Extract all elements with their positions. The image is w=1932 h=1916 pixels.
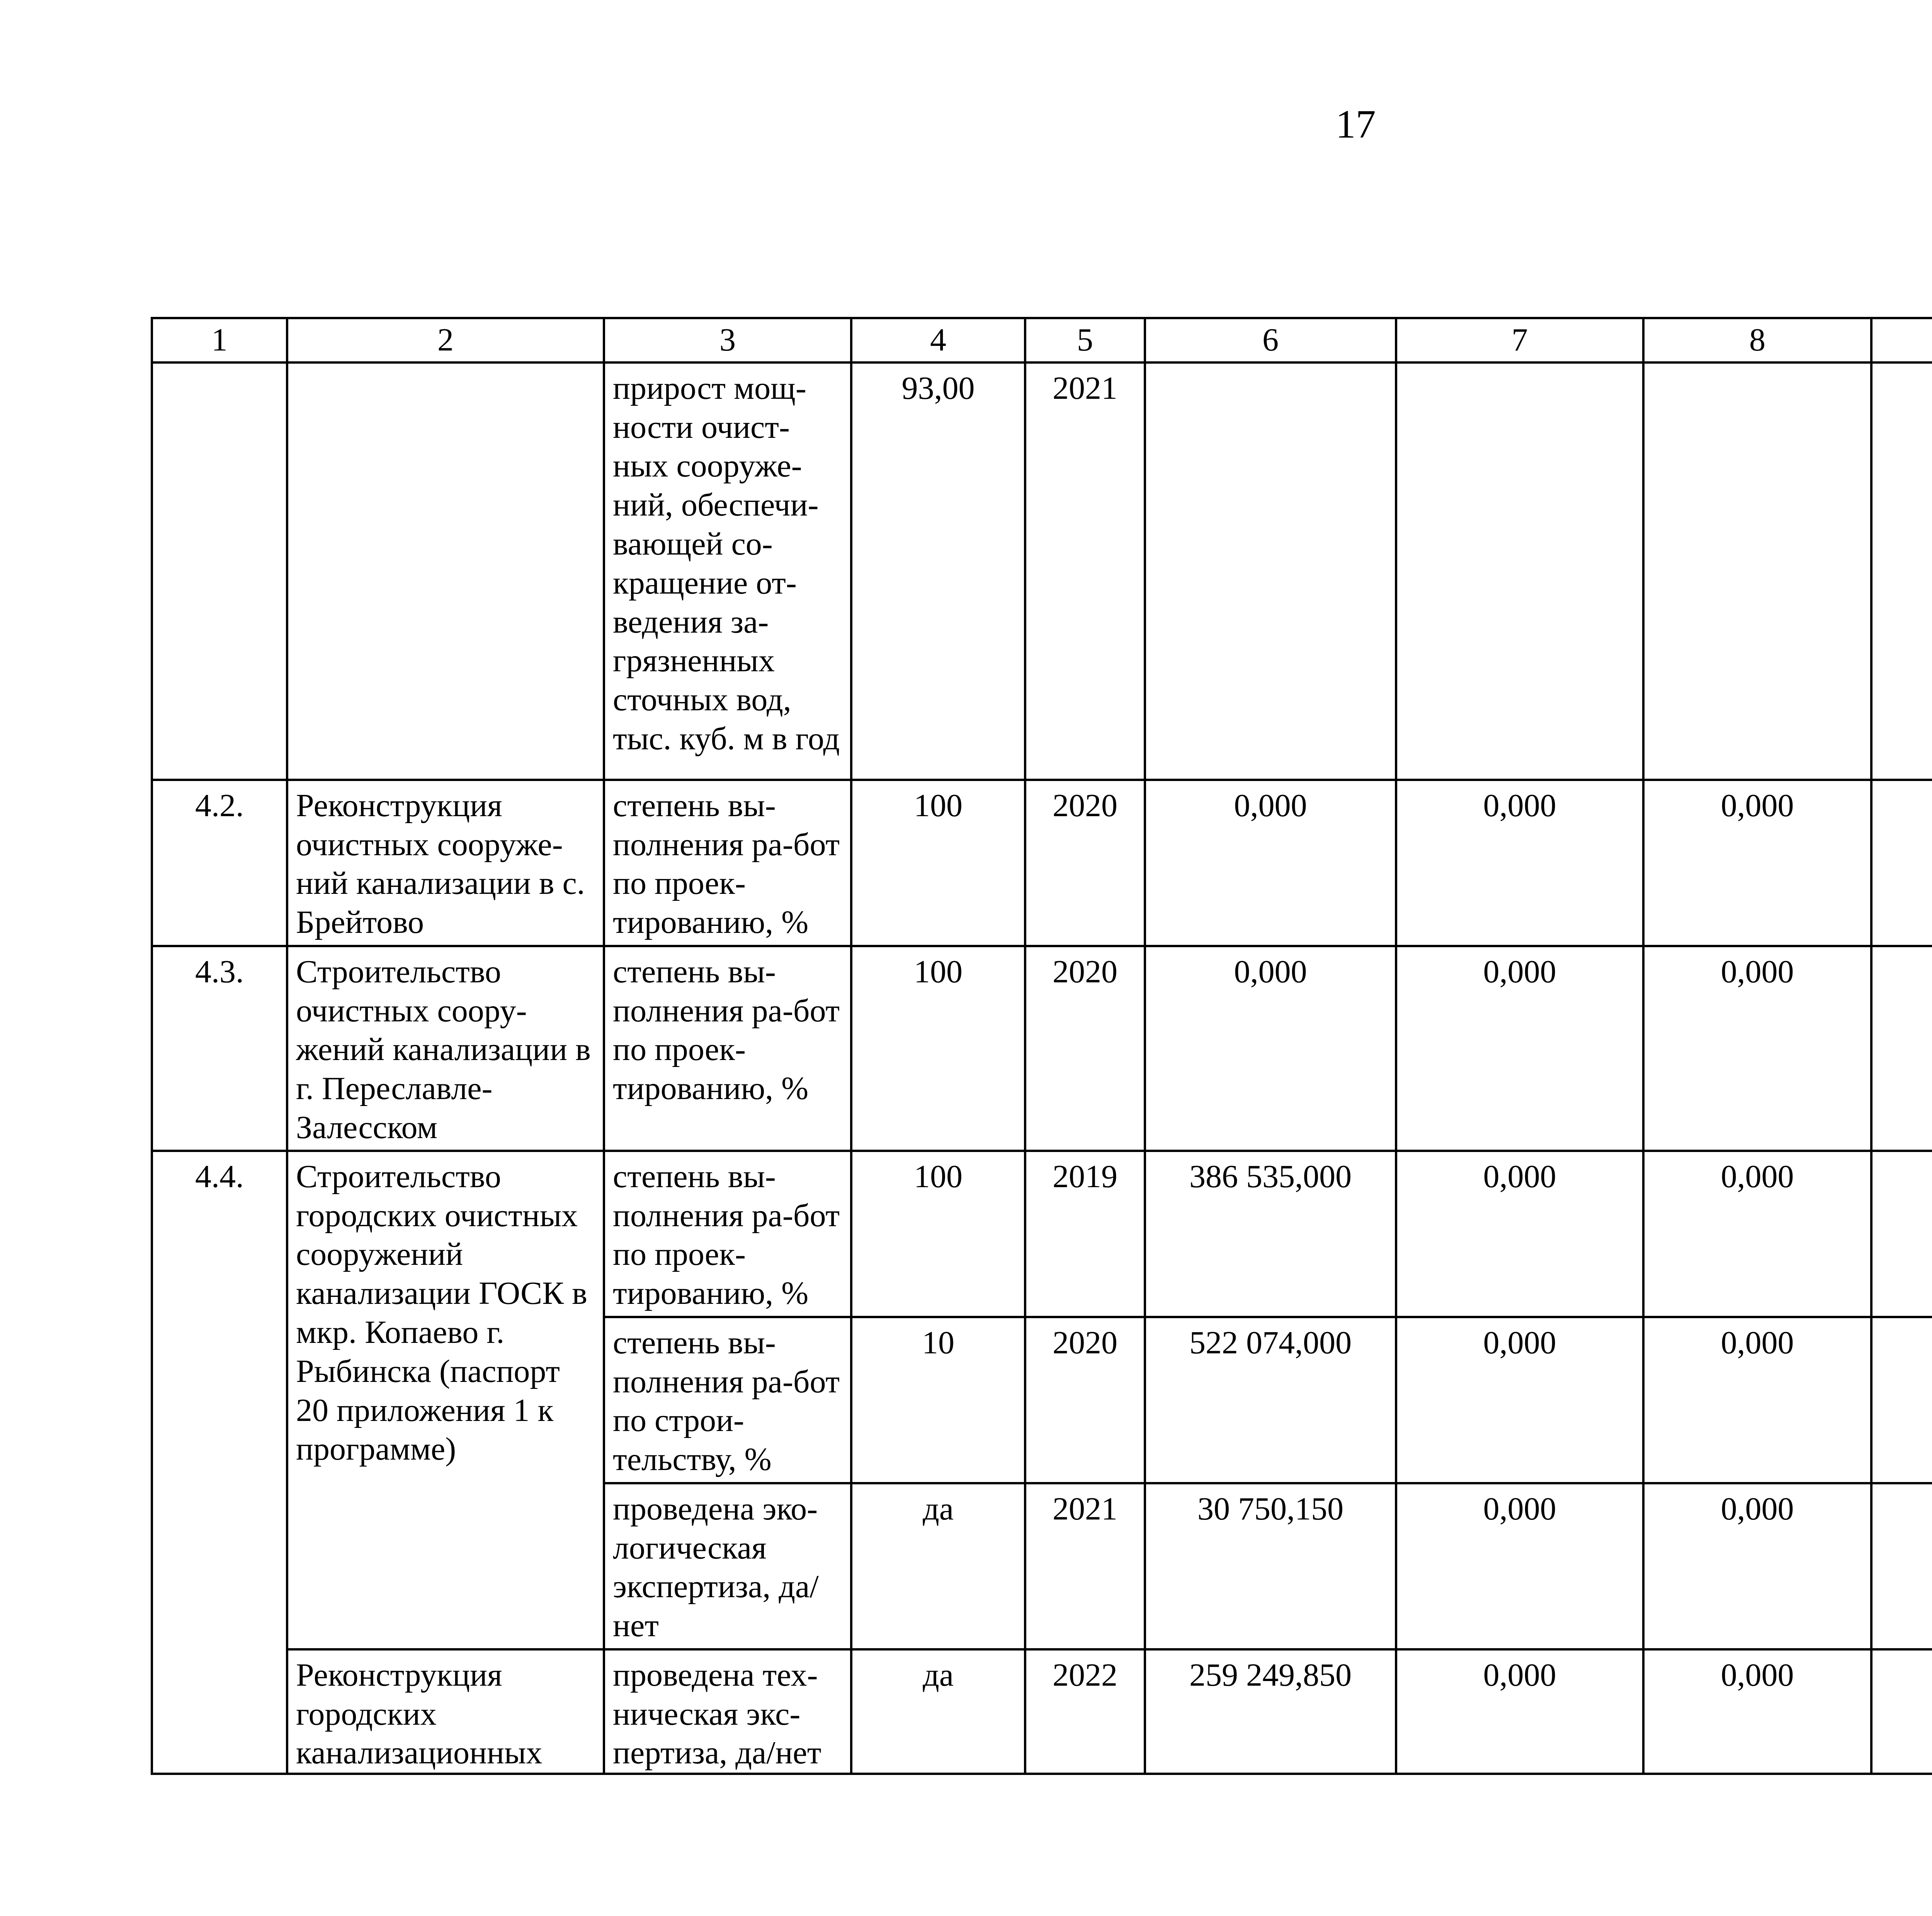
measure-name: Строительство очистных соору-жений канализации в г. Переславле-Залесском [287, 946, 604, 1151]
amount-col7: 0,000 [1396, 946, 1643, 1151]
indicator-name: степень вы-полнения ра-бот по проек-тированию, % [604, 780, 851, 946]
indicator-name: проведена тех-ническая экс-пертиза, да/нет [604, 1649, 851, 1774]
column-number: 6 [1145, 318, 1396, 362]
program-table [151, 317, 1932, 1775]
table-row [152, 780, 1932, 946]
amount-col8 [1643, 362, 1871, 780]
column-numbers-row [152, 318, 1932, 362]
amount-col9 [1871, 946, 1932, 1151]
column-number: 8 [1643, 318, 1871, 362]
table-row [152, 362, 1932, 780]
table-row [152, 1151, 1932, 1317]
table-row [152, 1649, 1932, 1774]
indicator-year: 2021 [1025, 362, 1145, 780]
amount-col9 [1871, 780, 1932, 946]
indicator-value: да [851, 1649, 1025, 1774]
amount-total: 259 249,850 [1145, 1649, 1396, 1774]
amount-col8: 0,000 [1643, 1649, 1871, 1774]
measure-name: Реконструкция городских канализационных [287, 1649, 604, 1774]
indicator-year: 2021 [1025, 1483, 1145, 1649]
row-number [152, 362, 287, 780]
column-number: 4 [851, 318, 1025, 362]
column-number: 5 [1025, 318, 1145, 362]
indicator-year: 2020 [1025, 1317, 1145, 1483]
table-row [152, 946, 1932, 1151]
indicator-year: 2019 [1025, 1151, 1145, 1317]
amount-col8: 0,000 [1643, 1317, 1871, 1483]
amount-col7: 0,000 [1396, 780, 1643, 946]
amount-col7 [1396, 362, 1643, 780]
indicator-year: 2022 [1025, 1649, 1145, 1774]
column-number: 3 [604, 318, 851, 362]
amount-col9 [1871, 362, 1932, 780]
indicator-value: 100 [851, 780, 1025, 946]
amount-col7: 0,000 [1396, 1649, 1643, 1774]
amount-col8: 0,000 [1643, 780, 1871, 946]
amount-col7: 0,000 [1396, 1151, 1643, 1317]
indicator-name: проведена эко-логическая экспертиза, да/нет [604, 1483, 851, 1649]
indicator-name: степень вы-полнения ра-бот по проек-тированию, % [604, 1151, 851, 1317]
indicator-value: да [851, 1483, 1025, 1649]
indicator-value: 10 [851, 1317, 1025, 1483]
indicator-year: 2020 [1025, 946, 1145, 1151]
amount-total: 0,000 [1145, 780, 1396, 946]
indicator-name: степень вы-полнения ра-бот по строи-тельству, % [604, 1317, 851, 1483]
indicator-value: 93,00 [851, 362, 1025, 780]
row-number: 4.2. [152, 780, 287, 946]
amount-total: 30 750,150 [1145, 1483, 1396, 1649]
indicator-year: 2020 [1025, 780, 1145, 946]
page-number: 17 [1335, 102, 1376, 146]
amount-col9 [1871, 1151, 1932, 1317]
amount-total: 386 535,000 [1145, 1151, 1396, 1317]
indicator-value: 100 [851, 946, 1025, 1151]
amount-total: 522 074,000 [1145, 1317, 1396, 1483]
amount-col9 [1871, 1317, 1932, 1483]
column-number [1871, 318, 1932, 362]
amount-col9 [1871, 1483, 1932, 1649]
measure-name: Строительство городских очистных сооружений канализации ГОСК в мкр. Копаево г. Рыбинска (паспорт 20 приложения 1 к программе) [287, 1151, 604, 1649]
column-number: 2 [287, 318, 604, 362]
amount-total: 0,000 [1145, 946, 1396, 1151]
indicator-value: 100 [851, 1151, 1025, 1317]
amount-col8: 0,000 [1643, 946, 1871, 1151]
column-number: 7 [1396, 318, 1643, 362]
row-number: 4.3. [152, 946, 287, 1151]
indicator-name: степень вы-полнения ра-бот по проек-тированию, % [604, 946, 851, 1151]
amount-col7: 0,000 [1396, 1317, 1643, 1483]
column-number: 1 [152, 318, 287, 362]
measure-name: Реконструкция очистных сооруже-ний канализации в с. Брейтово [287, 780, 604, 946]
amount-col9 [1871, 1649, 1932, 1774]
amount-col8: 0,000 [1643, 1483, 1871, 1649]
amount-col7: 0,000 [1396, 1483, 1643, 1649]
amount-col8: 0,000 [1643, 1151, 1871, 1317]
amount-total [1145, 362, 1396, 780]
row-number: 4.4. [152, 1151, 287, 1774]
indicator-name: прирост мощ-ности очист-ных сооруже-ний, обеспечи-вающей со-кращение от-ведения за-грязненных сточных вод, тыс. куб. м в год [604, 362, 851, 780]
measure-name [287, 362, 604, 780]
